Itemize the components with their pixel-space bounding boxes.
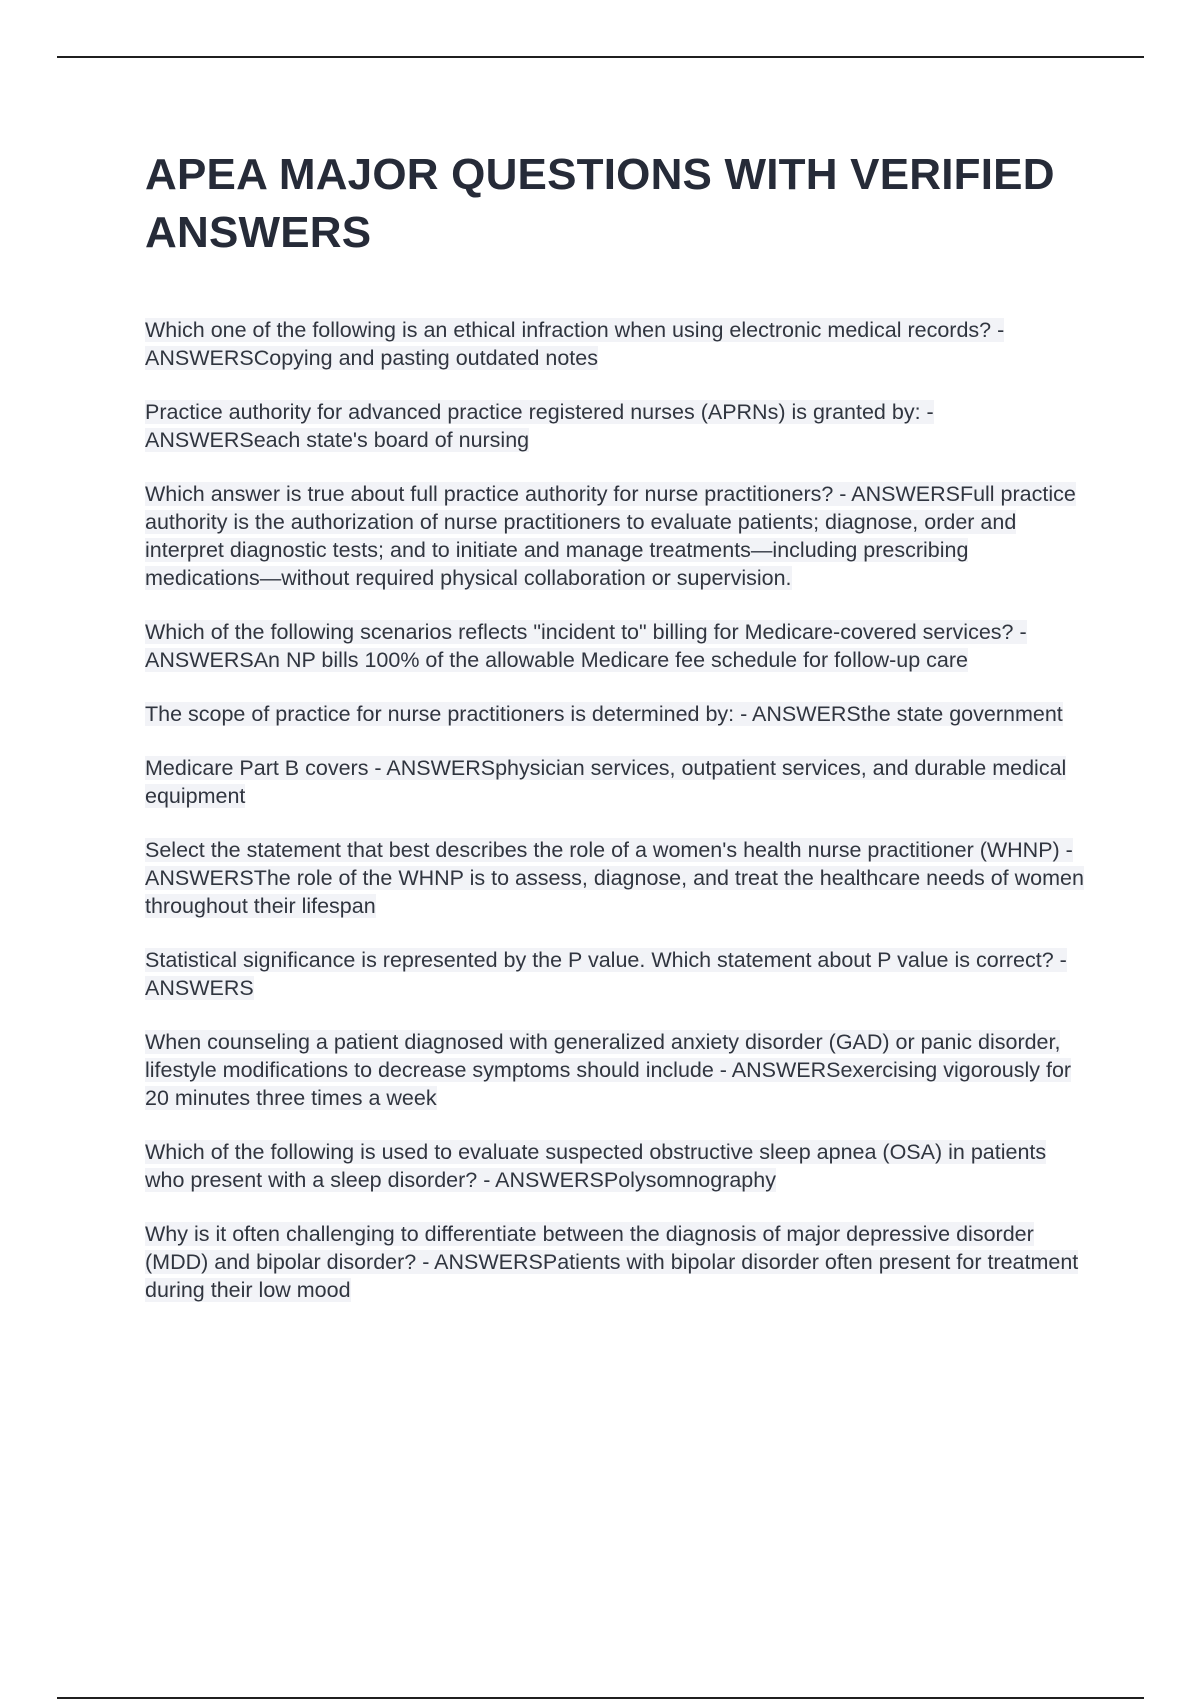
qa-item-text: Statistical significance is represented by the P value. Which statement about P value is correct? - ANSWERS [145,948,1067,1000]
bottom-divider [57,1697,1144,1699]
qa-item [145,480,1085,592]
qa-item-text: Which one of the following is an ethical infraction when using electronic medical records? - ANSWERSCopying and pasting outdated notes [145,318,1005,370]
qa-item [145,398,1085,454]
document-body [145,146,1085,1330]
qa-item [145,316,1085,372]
qa-item-text: When counseling a patient diagnosed with generalized anxiety disorder (GAD) or panic disorder, lifestyle modifications to decrease symptoms should include - ANSWERSexercising vigorously for 20 minutes three times a week [145,1030,1072,1110]
qa-item [145,618,1085,674]
qa-item [145,836,1085,920]
qa-item-text: Why is it often challenging to differentiate between the diagnosis of major depressive disorder (MDD) and bipolar disorder? - ANSWERSPatients with bipolar disorder often present for treatment during their low mood [145,1222,1079,1302]
qa-item [145,1138,1085,1194]
qa-item [145,754,1085,810]
top-divider [57,56,1144,58]
qa-item-text: Which of the following scenarios reflects "incident to" billing for Medicare-covered services? - ANSWERSAn NP bills 100% of the allowable Medicare fee schedule for follow-up care [145,620,1027,672]
qa-item-text: Which answer is true about full practice authority for nurse practitioners? - ANSWERSFull practice authority is the authorization of nurse practitioners to evaluate patients; diagnose, order and interpret diagnostic tests; and to initiate and manage treatments—including prescribing medications—without required physical collaboration or supervision. [145,482,1076,590]
qa-item-text: The scope of practice for nurse practitioners is determined by: - ANSWERSthe state government [145,702,1063,726]
qa-item [145,1028,1085,1112]
qa-list [145,316,1085,1304]
qa-item-text: Which of the following is used to evaluate suspected obstructive sleep apnea (OSA) in patients who present with a sleep disorder? - ANSWERSPolysomnography [145,1140,1047,1192]
qa-item [145,700,1085,728]
qa-item [145,946,1085,1002]
qa-item-text: Select the statement that best describes the role of a women's health nurse practitioner (WHNP) - ANSWERSThe role of the WHNP is to assess, diagnose, and treat the healthcare needs of women throughout their lifespan [145,838,1084,918]
qa-item-text: Medicare Part B covers - ANSWERSphysician services, outpatient services, and durable medical equipment [145,756,1067,808]
qa-item-text: Practice authority for advanced practice registered nurses (APRNs) is granted by: - ANSWERSeach state's board of nursing [145,400,934,452]
qa-item [145,1220,1085,1304]
document-title: APEA MAJOR QUESTIONS WITH VERIFIED ANSWERS [145,150,1055,257]
